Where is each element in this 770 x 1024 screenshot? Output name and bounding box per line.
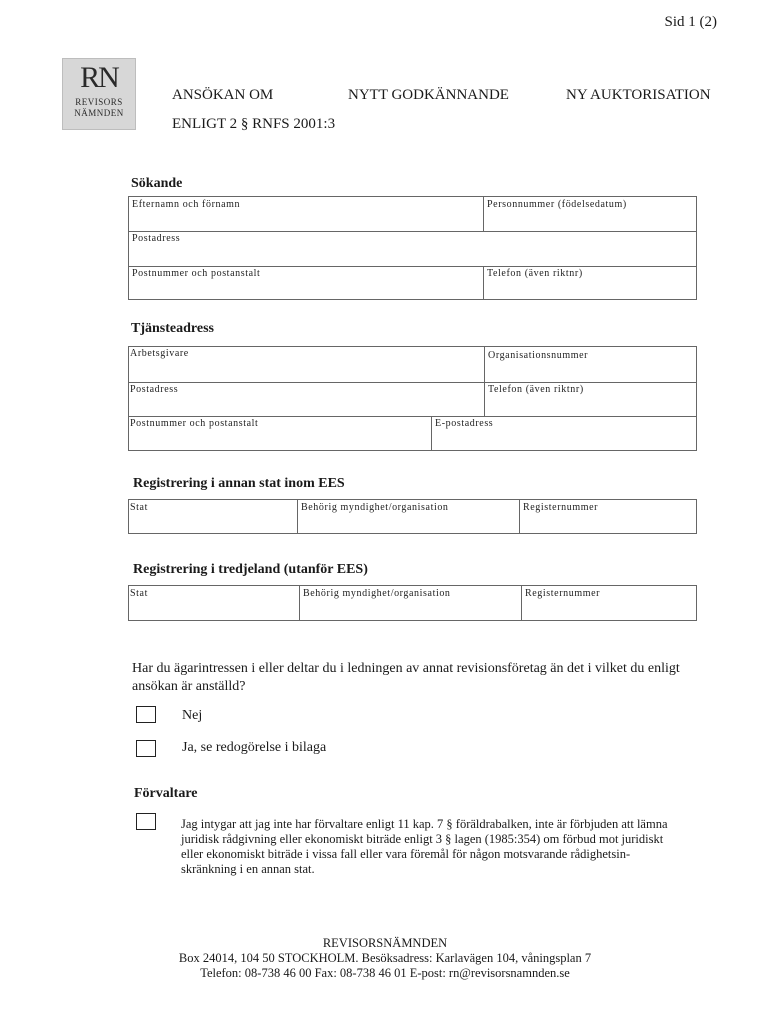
option-nej-label: Nej [182, 708, 203, 723]
tjanst-telefon-field[interactable] [484, 382, 696, 416]
option-ny-auktorisation: NY AUKTORISATION [566, 87, 711, 103]
field-label: Telefon (även riktnr) [487, 268, 583, 279]
field-label: Postadress [132, 233, 181, 244]
tredjeland-myndighet-field[interactable] [299, 586, 522, 620]
checkbox-forvaltare[interactable] [136, 813, 156, 830]
field-label: Postadress [130, 384, 179, 395]
ees-registernummer-field[interactable] [519, 500, 696, 533]
declaration-line4: skränkning i en annan stat. [181, 862, 315, 876]
declaration-line2: juridisk rådgivning eller ekonomiskt biträde enligt 3 § lagen (1985:354) om förbud mot juridiskt [181, 832, 664, 846]
checkbox-ja[interactable] [136, 740, 156, 757]
regulation-reference: ENLIGT 2 § RNFS 2001:3 [172, 116, 336, 132]
tredjeland-form [128, 585, 697, 621]
field-label: Registernummer [525, 588, 601, 599]
section-title-tjansteadress: Tjänsteadress [131, 321, 214, 336]
footer-contact: Telefon: 08-738 46 00 Fax: 08-738 46 01 E-post: rn@revisorsnamnden.se [200, 966, 570, 980]
ees-myndighet-field[interactable] [297, 500, 520, 533]
section-title-forvaltare: Förvaltare [134, 786, 198, 801]
arbetsgivare-field[interactable] [129, 347, 484, 382]
field-label: Registernummer [523, 502, 599, 513]
sokande-form [128, 196, 697, 300]
page-number: Sid 1 (2) [664, 14, 717, 30]
personnummer-field[interactable] [483, 197, 696, 231]
section-title-tredjeland: Registrering i tredjeland (utanför EES) [133, 562, 368, 577]
form-row [129, 347, 696, 383]
ownership-question-line1: Har du ägarintressen i eller deltar du i ledningen av annat revisionsföretag än det i vilket du enligt [132, 661, 680, 676]
field-label: Telefon (även riktnr) [488, 384, 584, 395]
form-row [129, 197, 696, 232]
form-row [129, 382, 696, 417]
footer-org: REVISORSNÄMNDEN [322, 936, 448, 950]
field-label: Efternamn och förnamn [132, 199, 241, 210]
field-label: Personnummer (födelsedatum) [487, 199, 627, 210]
field-label: Behörig myndighet/organisation [301, 502, 449, 513]
application-heading: ANSÖKAN OM [172, 87, 274, 103]
section-title-ees: Registrering i annan stat inom EES [133, 476, 345, 491]
footer-address: Box 24014, 104 50 STOCKHOLM. Besöksadress: Karlavägen 104, våningsplan 7 [178, 951, 592, 965]
option-ja-label: Ja, se redogörelse i bilaga [182, 740, 327, 755]
field-label: Postnummer och postanstalt [130, 418, 259, 429]
revisorsnamnden-logo [62, 58, 136, 130]
name-field[interactable] [129, 197, 483, 231]
logo-line1: REVISORS [75, 97, 123, 107]
tjanst-postnummer-field[interactable] [129, 416, 431, 451]
postnummer-field[interactable] [129, 266, 483, 300]
ees-stat-field[interactable] [129, 500, 297, 533]
ownership-question-line2: ansökan är anställd? [132, 679, 246, 694]
form-row [129, 416, 696, 451]
epost-field[interactable] [431, 416, 696, 451]
field-label: Postnummer och postanstalt [132, 268, 261, 279]
tjansteadress-form [128, 346, 697, 451]
tredjeland-stat-field[interactable] [129, 586, 299, 620]
field-label: Stat [130, 588, 148, 599]
declaration-line1: Jag intygar att jag inte har förvaltare enligt 11 kap. 7 § föräldrabalken, inte är förbjuden att lämna [181, 817, 668, 831]
field-label: Arbetsgivare [130, 348, 189, 359]
field-label: Behörig myndighet/organisation [303, 588, 451, 599]
postadress-field[interactable] [129, 231, 696, 266]
form-row [129, 266, 696, 300]
field-label: Organisationsnummer [488, 350, 589, 361]
telefon-field[interactable] [483, 266, 696, 300]
organisationsnummer-field[interactable] [484, 347, 696, 382]
field-label: Stat [130, 502, 148, 513]
declaration-line3: eller ekonomiskt biträde i vissa fall eller vara föremål för någon motsvarande rådighetsin- [181, 847, 631, 861]
logo-line2: NÄMNDEN [74, 108, 124, 118]
ees-form [128, 499, 697, 534]
form-row [129, 231, 696, 267]
checkbox-nej[interactable] [136, 706, 156, 723]
tredjeland-registernummer-field[interactable] [521, 586, 696, 620]
section-title-sokande: Sökande [131, 176, 183, 191]
field-label: E-postadress [435, 418, 494, 429]
logo-letters: RN [80, 61, 118, 94]
tjanst-postadress-field[interactable] [129, 382, 484, 416]
option-nytt-godkannande: NYTT GODKÄNNANDE [348, 87, 509, 103]
